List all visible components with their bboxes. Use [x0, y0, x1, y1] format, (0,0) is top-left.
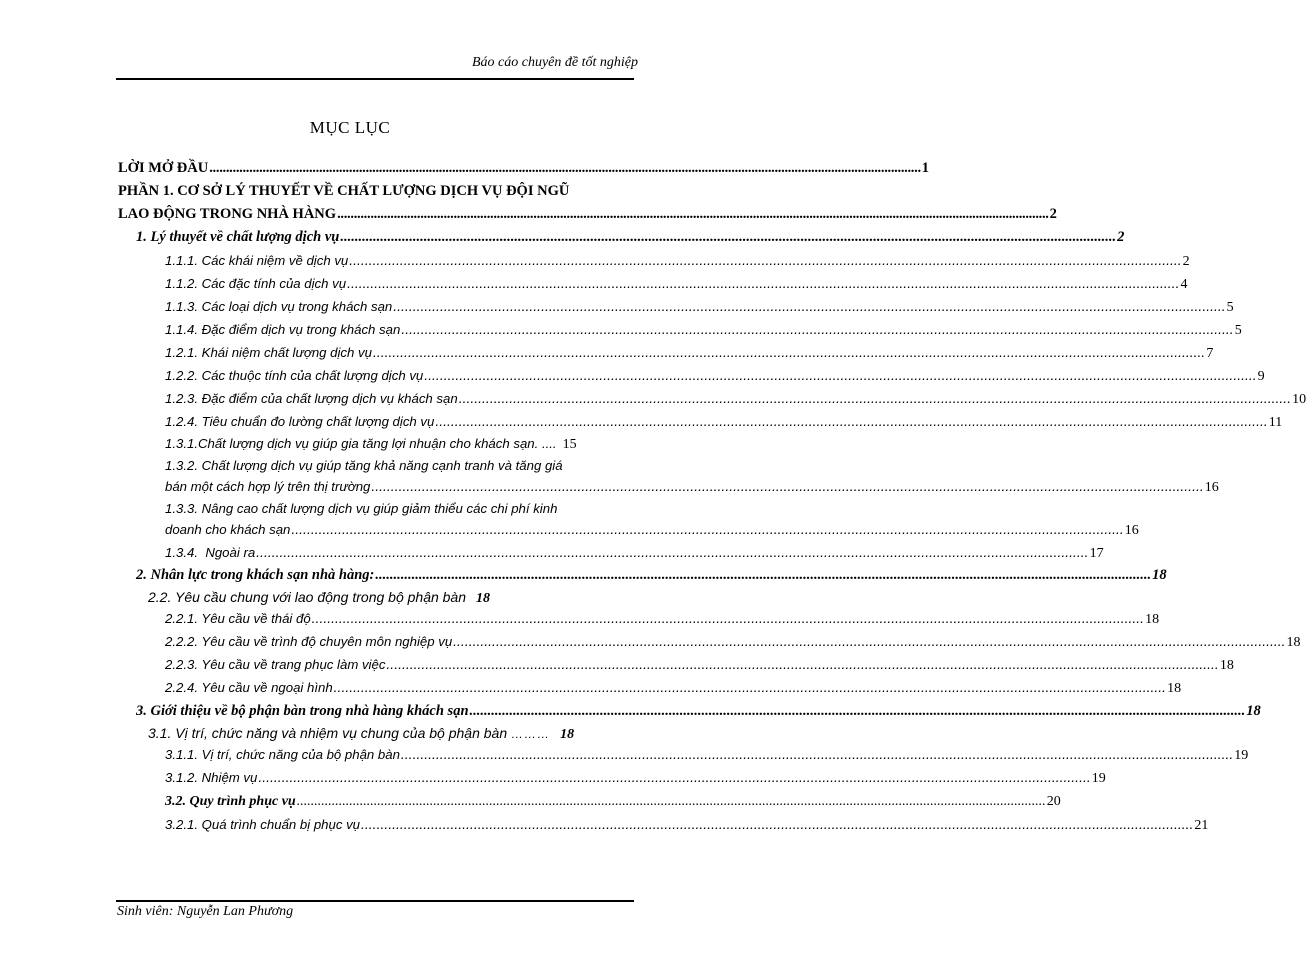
toc-entry-3[interactable] — [118, 703, 1261, 720]
toc-entry-3-1[interactable] — [118, 725, 632, 743]
toc-entry-loi-mo-dau[interactable] — [118, 160, 930, 177]
toc-page-number: 9 — [1257, 369, 1265, 384]
toc-page-number: 5 — [1226, 300, 1234, 315]
toc-entry-2-2-4[interactable] — [118, 679, 1182, 697]
toc-entry-label: 1.1.3. Các loại dịch vụ trong khách sạn — [165, 299, 393, 314]
toc-entry-label: 1.2.3. Đặc điểm của chất lượng dịch vụ khách sạn — [165, 391, 458, 406]
leader-dots — [386, 656, 1218, 672]
toc-entry-label: 2. Nhân lực trong khách sạn nhà hàng: — [136, 567, 375, 583]
leader-dots: ……… — [511, 727, 551, 741]
toc-entry-2-2[interactable] — [118, 589, 632, 607]
toc-entry-label: 3.2. Quy trình phục vụ — [165, 794, 296, 809]
leader-dots — [424, 367, 1256, 383]
leader-dots — [209, 160, 921, 177]
toc-page-number: 10 — [1292, 392, 1306, 407]
leader-dots — [401, 746, 1233, 762]
toc-entry-label: 3.1. Vị trí, chức năng và nhiệm vụ chung của bộ phận bàn — [148, 725, 508, 741]
leader-dots — [291, 521, 1123, 537]
toc-page-number: 18 — [1246, 703, 1261, 719]
table-of-contents — [118, 160, 1306, 834]
leader-dots — [459, 390, 1291, 406]
leader-dots — [371, 478, 1203, 494]
toc-entry-label: 2.2.1. Yêu cầu về thái độ — [165, 611, 311, 626]
page-title: MỤC LỤC — [309, 118, 391, 137]
toc-entry-label: bán một cách hợp lý trên thị trường — [165, 479, 371, 494]
toc-entry-1-2-3[interactable] — [118, 390, 1306, 408]
toc-entry-1-2-1[interactable] — [118, 344, 1214, 362]
toc-page-number: 18 — [1219, 658, 1234, 673]
toc-page-number: 16 — [1204, 480, 1219, 495]
toc-entry-label: 3. Giới thiệu về bộ phận bàn trong nhà hàng khách sạn — [136, 703, 469, 719]
leader-dots — [373, 344, 1205, 360]
toc-entry-label: 3.1.1. Vị trí, chức năng của bộ phận bàn — [165, 747, 400, 762]
toc-page-number: 7 — [1206, 346, 1214, 361]
toc-entry-label-line1: 1.3.3. Nâng cao chất lượng dịch vụ giúp giảm thiểu các chi phí kinh — [165, 501, 558, 516]
toc-page-number: 2 — [1117, 229, 1125, 245]
toc-page-number: 18 — [1167, 681, 1182, 696]
toc-entry-1-3-1[interactable] — [118, 436, 632, 453]
leader-dots — [312, 610, 1144, 626]
toc-entry-1[interactable] — [118, 229, 1125, 246]
toc-page-number: 19 — [1091, 771, 1106, 786]
toc-page-number: 18 — [560, 727, 575, 742]
toc-entry-phan-1[interactable] — [118, 183, 1057, 223]
toc-page-number: 4 — [1180, 277, 1188, 292]
leader-dots — [393, 298, 1225, 314]
toc-page-number: 18 — [476, 591, 491, 606]
leader-dots — [256, 544, 1088, 560]
toc-page-number: 16 — [1124, 523, 1139, 538]
leader-dots — [453, 633, 1285, 649]
toc-entry-label: 1.3.4. Ngoài ra — [165, 545, 256, 560]
toc-entry-3-1-2[interactable] — [118, 769, 1106, 787]
toc-page-number: 19 — [1234, 748, 1249, 763]
toc-entry-1-3-3[interactable] — [118, 501, 1139, 539]
toc-entry-1-3-4[interactable] — [118, 544, 1104, 562]
toc-entry-label: LỜI MỞ ĐẦU — [118, 160, 209, 176]
toc-entry-label-line1: PHẦN 1. CƠ SỞ LÝ THUYẾT VỀ CHẤT LƯỢNG DỊCH VỤ ĐỘI NGŨ — [118, 183, 570, 199]
toc-entry-2-2-3[interactable] — [118, 656, 1234, 674]
leader-dots — [337, 206, 1049, 223]
leader-dots — [258, 769, 1090, 785]
header-rule — [116, 78, 634, 80]
toc-page-number: 15 — [562, 437, 577, 452]
toc-entry-label: 2.2.2. Yêu cầu về trình độ chuyên môn nghiệp vụ — [165, 634, 453, 649]
toc-entry-3-1-1[interactable] — [118, 746, 1249, 764]
leader-dots — [349, 252, 1181, 268]
toc-page-number: 18 — [1145, 612, 1160, 627]
toc-entry-1-1-3[interactable] — [118, 298, 1234, 316]
toc-page-number: 20 — [1046, 794, 1061, 809]
toc-entry-label: LAO ĐỘNG TRONG NHÀ HÀNG — [118, 206, 337, 222]
toc-entry-1-1-4[interactable] — [118, 321, 1242, 339]
toc-entry-label: 1.1.1. Các khái niệm về dịch vụ — [165, 253, 349, 268]
leader-dots — [435, 413, 1267, 429]
leader-dots — [361, 816, 1193, 832]
toc-entry-label: 2.2.3. Yêu cầu về trang phục làm việc — [165, 657, 386, 672]
toc-entry-label-line1: 1.3.2. Chất lượng dịch vụ giúp tăng khả năng cạnh tranh và tăng giá — [165, 458, 563, 473]
leader-dots — [347, 275, 1179, 291]
toc-page-number: 1 — [921, 160, 930, 176]
toc-page-number: 11 — [1268, 415, 1283, 430]
toc-page-number: 2 — [1182, 254, 1190, 269]
toc-entry-label: 1.2.2. Các thuộc tính của chất lượng dịch vụ — [165, 368, 424, 383]
toc-page-number: 21 — [1194, 818, 1209, 833]
toc-entry-3-2[interactable] — [118, 794, 1061, 810]
toc-entry-label: 2.2.4. Yêu cầu về ngoại hình — [165, 680, 333, 695]
leader-dots — [470, 703, 1246, 720]
toc-entry-label: 1.3.1.Chất lượng dịch vụ giúp gia tăng lợi nhuận cho khách sạn. .... — [165, 436, 557, 451]
toc-page-number: 5 — [1234, 323, 1242, 338]
toc-entry-2-2-2[interactable] — [118, 633, 1301, 651]
toc-entry-2-2-1[interactable] — [118, 610, 1160, 628]
toc-entry-1-2-2[interactable] — [118, 367, 1265, 385]
header-text: Báo cáo chuyên đề tốt nghiệp — [471, 55, 638, 70]
toc-entry-label: 1.1.4. Đặc điểm dịch vụ trong khách sạn — [165, 322, 401, 337]
toc-entry-label: 3.2.1. Quá trình chuẩn bị phục vụ — [165, 817, 361, 832]
toc-entry-1-2-4[interactable] — [118, 413, 1283, 431]
toc-entry-label: doanh cho khách sạn — [165, 522, 291, 537]
toc-page-number: 17 — [1089, 546, 1104, 561]
leader-dots — [375, 567, 1151, 584]
toc-entry-label: 2.2. Yêu cầu chung với lao động trong bộ phận bàn — [148, 589, 467, 605]
leader-dots — [297, 794, 1046, 810]
toc-entry-label: 3.1.2. Nhiệm vụ — [165, 770, 258, 785]
leader-dots — [340, 229, 1116, 246]
toc-entry-label: 1. Lý thuyết về chất lượng dịch vụ — [136, 229, 340, 245]
toc-entry-label: 1.1.2. Các đặc tính của dịch vụ — [165, 276, 347, 291]
toc-entry-2[interactable] — [118, 567, 1167, 584]
footer-text: Sinh viên: Nguyễn Lan Phương — [117, 904, 294, 919]
toc-entry-3-2-1[interactable] — [118, 816, 1209, 834]
toc-entry-1-3-2[interactable] — [118, 458, 1219, 496]
footer-rule — [116, 900, 634, 902]
toc-entry-1-1-1[interactable] — [118, 252, 1190, 270]
toc-page-number: 18 — [1152, 567, 1167, 583]
leader-dots — [334, 679, 1166, 695]
leader-dots — [401, 321, 1233, 337]
toc-entry-label: 1.2.1. Khái niệm chất lượng dịch vụ — [165, 345, 372, 360]
toc-entry-label: 1.2.4. Tiêu chuẩn đo lường chất lượng dịch vụ — [165, 414, 435, 429]
toc-entry-1-1-2[interactable] — [118, 275, 1188, 293]
toc-page-number: 2 — [1049, 206, 1057, 222]
toc-page-number: 18 — [1286, 635, 1301, 650]
